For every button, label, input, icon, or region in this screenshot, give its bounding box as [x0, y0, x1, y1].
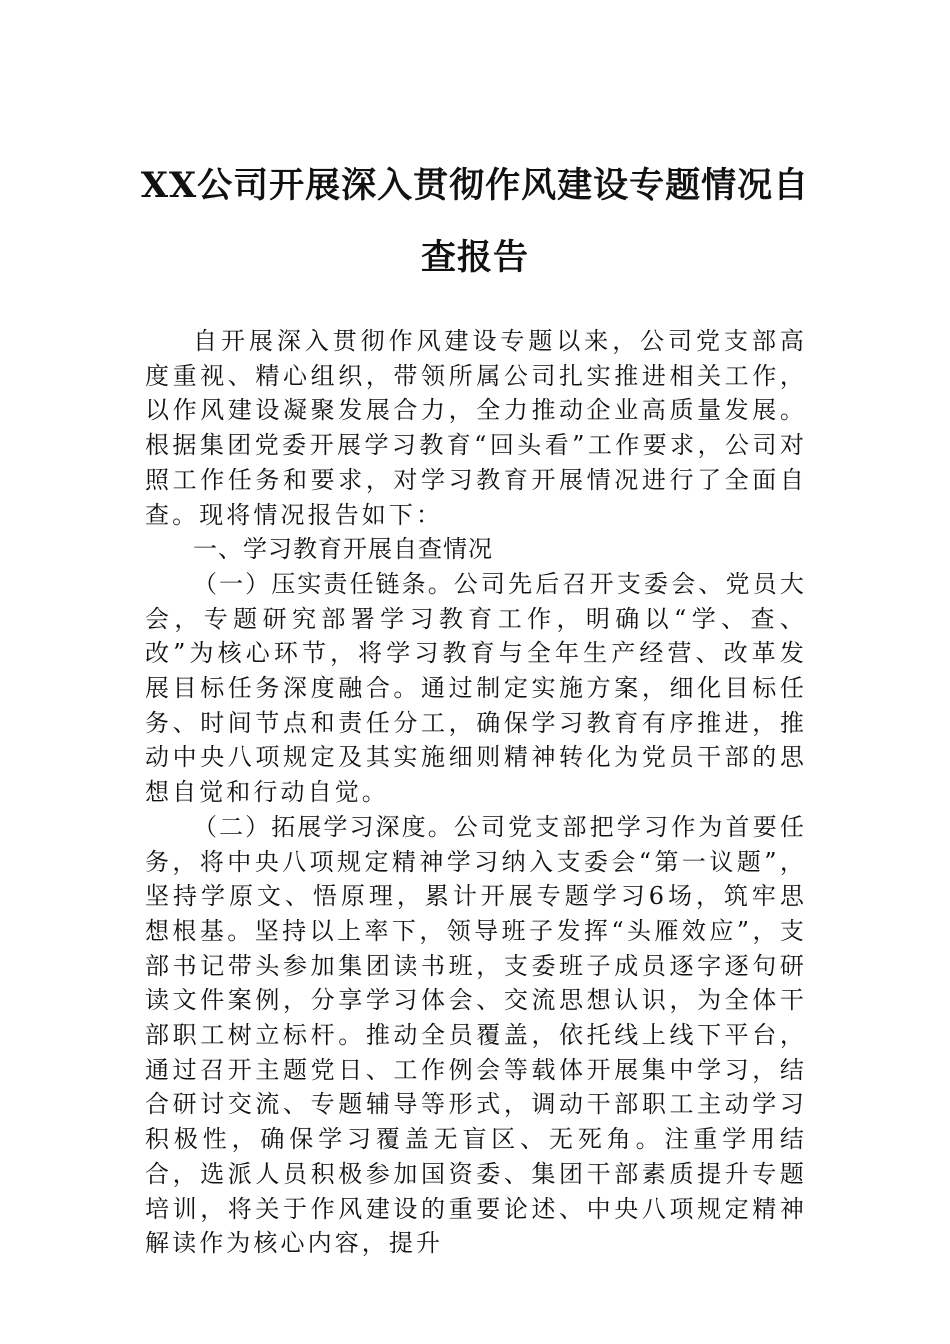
document-title-line-2: 查报告	[420, 237, 529, 278]
item-1-lead: （一）压实责任链条。	[193, 569, 454, 598]
item-2-body: 公司党支部把学习作为首要任务，将中央八项规定精神学习纳入支委会“第一议题”，坚持学原文、悟原理，累计开展专题学习6场，筑牢思想根基。坚持以上率下，领导班子发挥“头雁效应”，支部书记带头参加集团读书班，支委班子成员逐字逐句研读文件案例，分享学习体会、交流思想认识，为全体干部职工树立标杆。推动全员覆盖，依托线上线下平台，通过召开主题党日、工作例会等载体开展集中学习，结合研讨交流、专题辅导等形式，调动干部职工主动学习积极性，确保学习覆盖无盲区、无死角。注重学用结合，选派人员积极参加国资委、集团干部素质提升专题培训，将关于作风建设的重要论述、中央八项规定精神解读作为核心内容，提升	[145, 812, 808, 1258]
item-2-lead: （二）拓展学习深度。	[193, 812, 454, 841]
item-1-body: 公司先后召开支委会、党员大会，专题研究部署学习教育工作，明确以“学、查、改”为核心环节，将学习教育与全年生产经营、改革发展目标任务深度融合。通过制定实施方案，细化目标任务、时间节点和责任分工，确保学习教育有序推进，推动中央八项规定及其实施细则精神转化为党员干部的思想自觉和行动自觉。	[145, 569, 808, 807]
paragraph-item-2	[145, 810, 807, 1261]
document-title-line-1: XX公司开展深入贯彻作风建设专题情况自	[140, 165, 810, 206]
section-heading: 一、学习教育开展自查情况	[193, 535, 493, 564]
intro-paragraph: 自开展深入贯彻作风建设专题以来，公司党支部高度重视、精心组织，带领所属公司扎实推进相关工作，以作风建设凝聚发展合力，全力推动企业高质量发展。根据集团党委开展学习教育“回头看”工作要求，公司对照工作任务和要求，对学习教育开展情况进行了全面自查。现将情况报告如下：	[145, 327, 807, 529]
document-body	[145, 324, 807, 1261]
paragraph-item-1	[145, 567, 807, 810]
